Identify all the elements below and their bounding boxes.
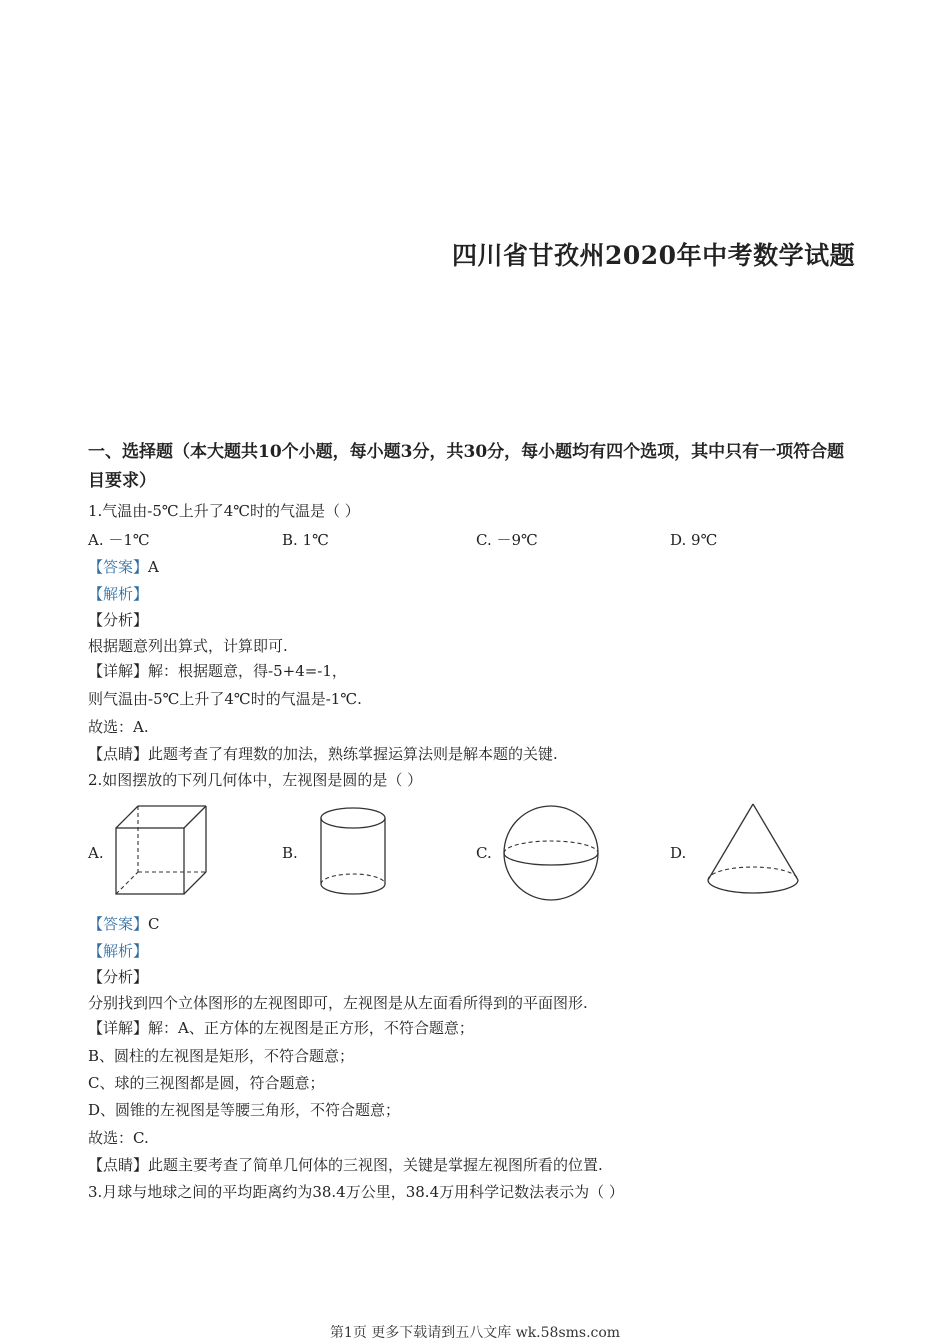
q2-dianjing xyxy=(88,1155,603,1175)
answer-value: C xyxy=(148,915,160,933)
q1-jiexi: 【解析】 xyxy=(88,585,149,603)
q2-option-a: A. xyxy=(88,844,104,862)
cone-figure xyxy=(702,800,804,900)
q2-jiexi: 【解析】 xyxy=(88,942,149,960)
answer-tag: 【答案】 xyxy=(88,915,149,933)
q1-option-c: C. －9℃ xyxy=(476,531,538,549)
q2-option-b: B. xyxy=(282,844,298,862)
q2-solution-line: B、圆柱的左视图是矩形，不符合题意； xyxy=(88,1047,355,1065)
page-title: 四川省甘孜州2020年中考数学试题 xyxy=(452,241,856,270)
xiangjie-tag: 【详解】 xyxy=(88,1019,149,1037)
page-footer: 第1页 更多下载请到五八文库 wk.58sms.com xyxy=(329,1325,621,1341)
q2-option-c: C. xyxy=(476,844,492,862)
q1-dianjing xyxy=(88,744,558,764)
dianjing-text: 此题考查了有理数的加法，熟练掌握运算法则是解本题的关键. xyxy=(148,745,558,763)
answer-tag: 【答案】 xyxy=(88,558,149,576)
q2-answer xyxy=(88,914,160,934)
q2-choice: 故选：C. xyxy=(88,1129,149,1147)
dianjing-tag: 【点睛】 xyxy=(88,1156,149,1174)
dianjing-text: 此题主要考查了简单几何体的三视图，关键是掌握左视图所看的位置. xyxy=(148,1156,603,1174)
cylinder-figure xyxy=(316,804,390,900)
q1-stem: 1.气温由-5℃上升了4℃时的气温是（ ） xyxy=(88,502,360,520)
cube-figure xyxy=(110,802,214,898)
sphere-figure xyxy=(500,802,602,904)
xiangjie-text: 解：根据题意，得-5+4=-1， xyxy=(148,662,347,680)
dianjing-tag: 【点睛】 xyxy=(88,745,149,763)
q1-option-a: A. －1℃ xyxy=(88,531,150,549)
q1-solution-line: 则气温由-5℃上升了4℃时的气温是-1℃. xyxy=(88,690,362,708)
xiangjie-text: 解：A、正方体的左视图是正方形，不符合题意； xyxy=(148,1019,474,1037)
q1-answer xyxy=(88,557,159,577)
q1-fenxi: 【分析】 xyxy=(88,611,149,629)
q3-stem: 3.月球与地球之间的平均距离约为38.4万公里，38.4万用科学记数法表示为（ ） xyxy=(88,1183,624,1201)
xiangjie-tag: 【详解】 xyxy=(88,662,149,680)
section-heading: 一、选择题（本大题共10个小题，每小题3分，共30分，每小题均有四个选项，其中只有一项符合题目要求） xyxy=(88,442,845,491)
answer-value: A xyxy=(148,558,159,576)
q1-option-d: D. 9℃ xyxy=(670,531,718,549)
q1-fenxi-text: 根据题意列出算式，计算即可. xyxy=(88,637,288,655)
q2-fenxi-text: 分别找到四个立体图形的左视图即可，左视图是从左面看所得到的平面图形. xyxy=(88,994,588,1012)
q1-option-b: B. 1℃ xyxy=(282,531,329,549)
q2-stem: 2.如图摆放的下列几何体中，左视图是圆的是（ ） xyxy=(88,771,423,789)
q2-solution-line: D、圆锥的左视图是等腰三角形，不符合题意； xyxy=(88,1101,401,1119)
q1-choice: 故选：A. xyxy=(88,718,149,736)
q2-solution-line: C、球的三视图都是圆，符合题意； xyxy=(88,1074,325,1092)
q2-fenxi: 【分析】 xyxy=(88,968,149,986)
q1-xiangjie xyxy=(88,661,347,681)
q2-option-d: D. xyxy=(670,844,687,862)
q2-xiangjie xyxy=(88,1018,474,1038)
